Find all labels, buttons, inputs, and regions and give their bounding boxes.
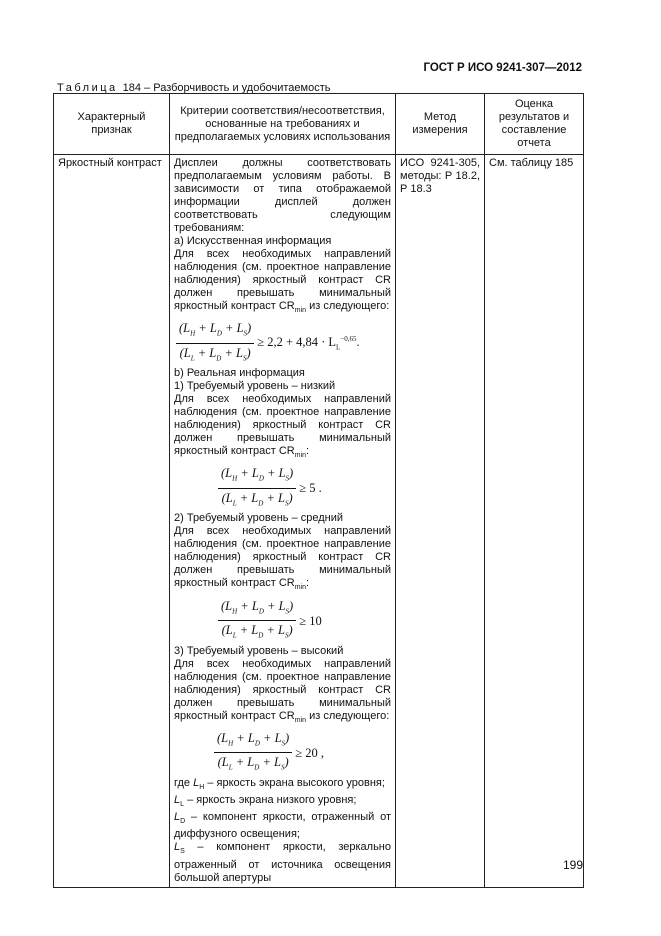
definition-ld: $L_D$ – компонент яркости, отраженный от диффузного освещения;: [174, 811, 391, 841]
criteria-b2-title: 2) Требуемый уровень – средний: [174, 512, 344, 525]
table-caption-label: Таблица: [57, 82, 118, 94]
criteria-b3-text: Для всех необходимых направлений наблюдения (см. проектное направление наблюдения) яркостный контраст CR должен превышать минимальный яркостный контраст $CR_{min}$ из следующего:: [174, 657, 391, 724]
criteria-b-title: b) Реальная информация: [174, 367, 305, 380]
criteria-a-text: Для всех необходимых направлений наблюдения (см. проектное направление наблюдения) яркостный контраст CR должен превышать минимальный яркостный контраст $CR_{min}$ из следующего:: [174, 248, 391, 315]
formula-low: $\frac{(L_H + L_D + L_S)}{(L_L + L_D + L_S)}$ ≥ 5 .: [174, 467, 391, 510]
table-row: [54, 155, 584, 888]
document-id: ГОСТ Р ИСО 9241-307—2012: [423, 62, 582, 74]
formula-artificial: $\frac{(L_H + L_D + L_S)}{(L_L + L_D + L_S)}$ ≥ $2,2 + 4,84 \cdot L_L^{-0,65}$.: [174, 322, 391, 365]
cell-feature: Яркостный контраст: [54, 155, 170, 888]
criteria-b1-text: Для всех необходимых направлений наблюдения (см. проектное направление наблюдения) яркостный контраст CR должен превышать минимальный яркостный контраст $CR_{min}$:: [174, 393, 391, 460]
header-feature: Характерный признак: [54, 94, 170, 155]
header-criteria: Критерии соответствия/несоответствия, основанные на требованиях и предполагаемых условиях использования: [170, 94, 396, 155]
criteria-b2-text: Для всех необходимых направлений наблюдения (см. проектное направление наблюдения) яркостный контраст CR должен превышать минимальный яркостный контраст $CR_{min}$:: [174, 525, 391, 592]
header-method: Метод измерения: [396, 94, 485, 155]
table-header-row: [54, 94, 584, 155]
criteria-b1-title: 1) Требуемый уровень – низкий: [174, 380, 336, 393]
table-caption-text: 184 – Разборчивость и удобочитаемость: [122, 82, 331, 94]
legibility-table: [53, 93, 584, 888]
definition-ls: $L_S$ – компонент яркости, зеркально отраженный от источника освещения большой апертуры: [174, 841, 391, 884]
definition-lh: где $L_H$ – яркость экрана высокого уровня;: [174, 776, 385, 791]
page-number: 199: [563, 858, 584, 872]
cell-method: ИСО 9241-305, методы: Р 18.2, Р 18.3: [396, 155, 485, 888]
criteria-intro: Дисплеи должны соответствовать предполагаемым условиям работы. В зависимости от типа отображаемой информации дисплей должен соответствовать следующим требованиям:: [174, 157, 391, 234]
criteria-b3-title: 3) Требуемый уровень – высокий: [174, 644, 344, 657]
definition-ll: $L_L$ – яркость экрана низкого уровня;: [174, 793, 357, 809]
cell-report: См. таблицу 185: [485, 155, 584, 888]
header-report: Оценка результатов и составление отчета: [485, 94, 584, 155]
formula-high: $\frac{(L_H + L_D + L_S)}{(L_L + L_D + L_S)}$ ≥ 20 ,: [174, 732, 391, 775]
formula-medium: $\frac{(L_H + L_D + L_S)}{(L_L + L_D + L_S)}$ ≥ 10: [174, 600, 391, 643]
cell-criteria: [170, 155, 396, 888]
criteria-a-title: а) Искусственная информация: [174, 235, 332, 247]
